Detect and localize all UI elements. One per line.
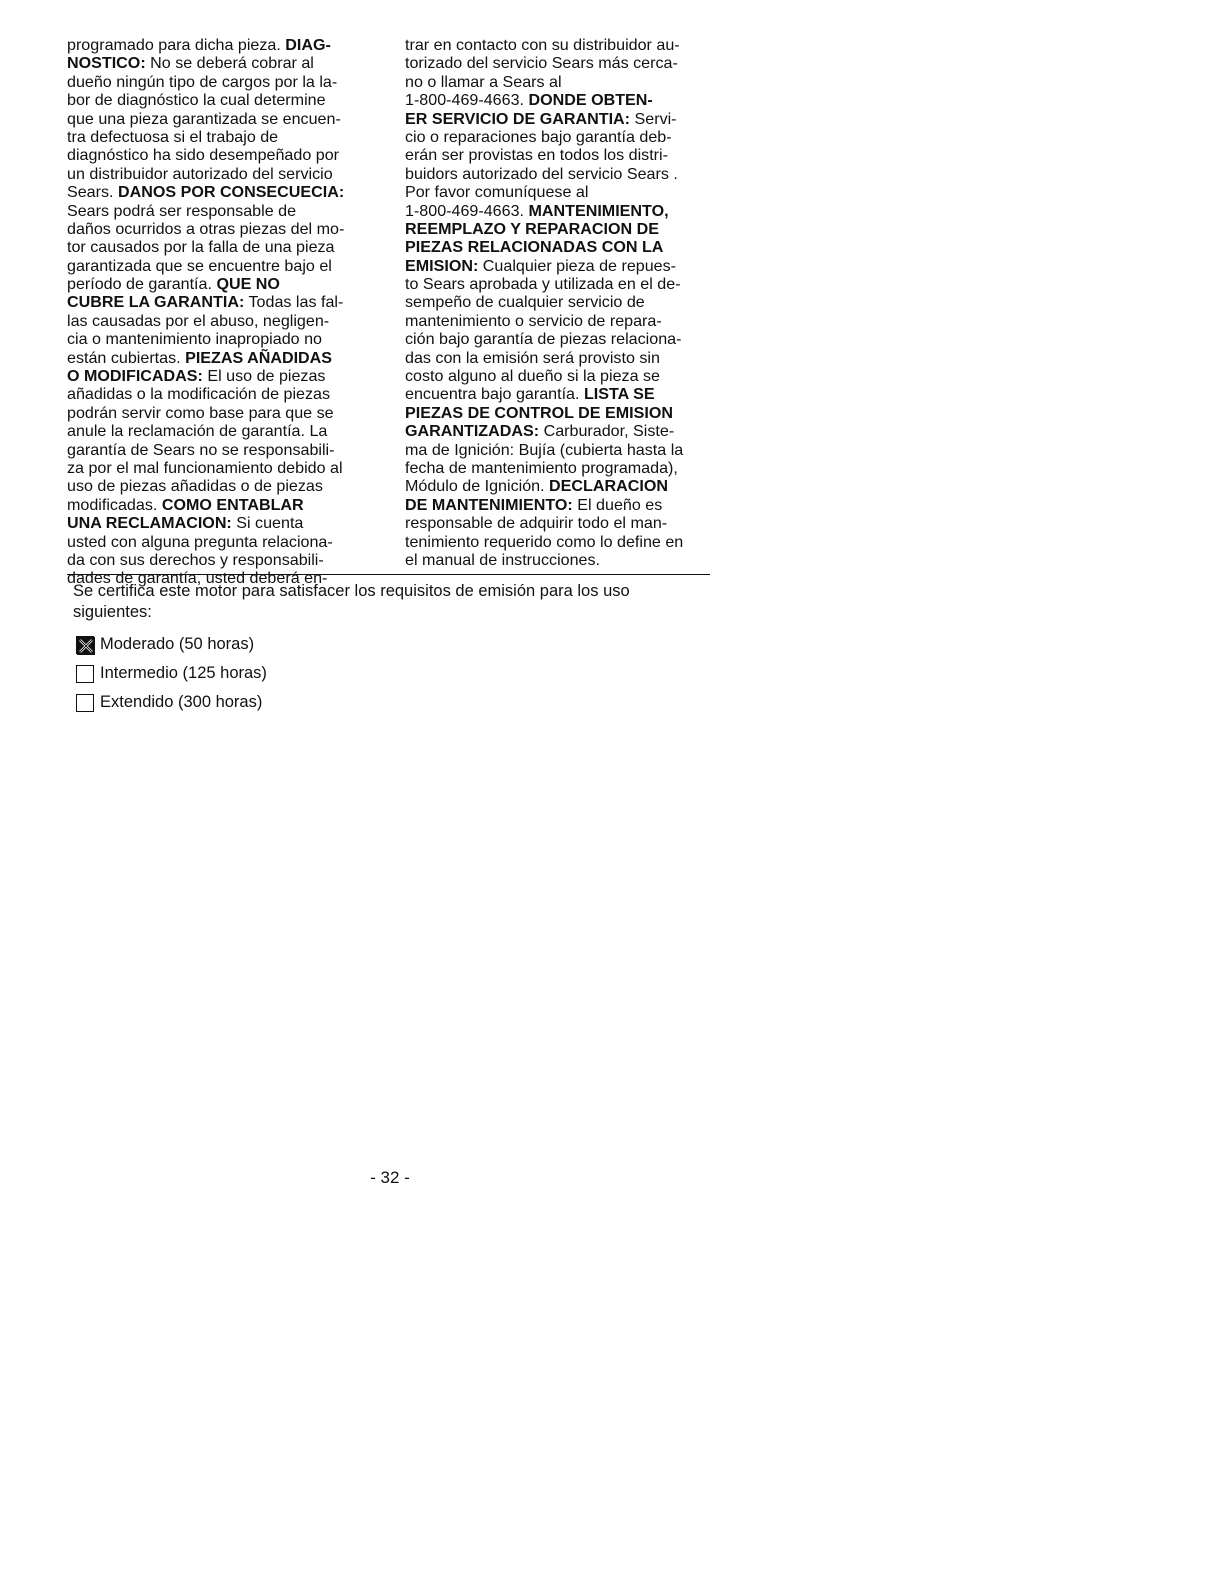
line-text: Sears podrá ser responsable de — [67, 201, 297, 220]
line-text: usted con alguna pregunta relaciona- — [67, 532, 333, 551]
line-text: ma de Ignición: Bujía (cubierta hasta la — [405, 440, 684, 459]
text-line — [67, 477, 383, 495]
line-heading: PIEZAS RELACIONADAS CON LA — [405, 238, 664, 257]
checked-box-icon[interactable] — [76, 636, 94, 654]
line-text: Por favor comuníquese al — [405, 183, 589, 202]
line-text: añadidas o la modificación de piezas — [67, 385, 331, 404]
line-text: dueño ningún tipo de cargos por la la- — [67, 72, 338, 91]
text-line — [405, 110, 723, 128]
line-text: el manual de instrucciones. — [405, 550, 601, 569]
line-text: dades de garantía, usted deberá en- — [67, 569, 328, 588]
line-text: 1-800-469-4663. — [405, 201, 529, 220]
certification-statement: Se certifica este motor para satisfacer los requisitos de emisión para los uso siguientes: — [73, 582, 630, 621]
text-line — [67, 496, 383, 514]
text-line — [67, 422, 383, 440]
page-number: - 32 - — [370, 1168, 410, 1187]
text-line — [405, 128, 723, 146]
text-line — [67, 128, 383, 146]
line-text: mantenimiento o servicio de repara- — [405, 311, 662, 330]
line-heading: COMO ENTABLAR — [161, 495, 304, 514]
line-text: uso de piezas añadidas o de piezas — [67, 477, 323, 496]
line-heading: O MODIFICADAS: — [67, 367, 203, 386]
text-line — [405, 293, 723, 311]
section-divider — [67, 574, 710, 575]
text-line — [67, 165, 383, 183]
text-line — [67, 36, 383, 54]
text-line — [405, 330, 723, 348]
line-text: trar en contacto con su distribuidor au- — [405, 36, 680, 54]
line-heading: MANTENIMIENTO, — [528, 201, 669, 220]
text-line — [67, 275, 383, 293]
line-heading: PIEZAS DE CONTROL DE EMISION — [405, 403, 673, 422]
line-text: no o llamar a Sears al — [405, 72, 562, 91]
line-text: Carburador, Siste- — [539, 422, 675, 441]
text-line — [405, 349, 723, 367]
line-text: cia o mantenimiento inapropiado no — [67, 330, 322, 349]
text-line — [405, 514, 723, 532]
text-line — [405, 496, 723, 514]
line-text: Cualquier pieza de repues- — [478, 256, 677, 275]
text-line — [405, 422, 723, 440]
option-label: Extendido (300 horas) — [100, 693, 263, 711]
text-line — [405, 385, 723, 403]
text-line — [405, 36, 723, 54]
line-heading: DANOS POR CONSECUECIA: — [118, 183, 345, 202]
text-line — [67, 551, 383, 569]
line-text: sempeño de cualquier servicio de — [405, 293, 645, 312]
line-text: Servi- — [630, 109, 677, 128]
line-text: buidors autorizado del servicio Sears . — [405, 164, 678, 183]
text-line — [67, 385, 383, 403]
line-text: encuentra bajo garantía. — [405, 385, 584, 404]
text-line — [405, 146, 723, 164]
line-text: erán ser provistas en todos los distri- — [405, 146, 668, 165]
line-text: un distribuidor autorizado del servicio — [67, 164, 333, 183]
line-text: están cubiertas. — [67, 348, 186, 367]
line-text: período de garantía. — [67, 275, 217, 294]
text-line — [67, 349, 383, 367]
text-line — [67, 73, 383, 91]
line-text: bor de diagnóstico la cual determine — [67, 91, 326, 110]
text-line — [67, 91, 383, 109]
text-line — [405, 202, 723, 220]
text-line — [405, 551, 723, 569]
line-text: costo alguno al dueño si la pieza se — [405, 367, 660, 386]
text-line — [405, 73, 723, 91]
line-text: fecha de mantenimiento programada), — [405, 458, 678, 477]
text-line — [67, 404, 383, 422]
line-text: da con sus derechos y responsabili- — [67, 550, 324, 569]
right-text-column — [405, 36, 723, 569]
line-text: No se deberá cobrar al — [145, 54, 314, 73]
text-line — [67, 183, 383, 201]
line-text: diagnóstico ha sido desempeñado por — [67, 146, 339, 165]
text-line — [405, 367, 723, 385]
line-heading: NOSTICO: — [67, 54, 146, 73]
line-text: responsable de adquirir todo el man- — [405, 514, 668, 533]
line-text: 1-800-469-4663. — [405, 91, 529, 110]
text-line — [405, 312, 723, 330]
option-intermedio[interactable] — [76, 659, 267, 688]
text-line — [405, 477, 723, 495]
text-line — [67, 146, 383, 164]
text-line — [67, 367, 383, 385]
line-text: las causadas por el abuso, negligen- — [67, 311, 330, 330]
line-heading: EMISION: — [405, 256, 479, 275]
line-text: El uso de piezas — [202, 367, 326, 386]
text-line — [405, 91, 723, 109]
text-line — [67, 533, 383, 551]
text-line — [67, 202, 383, 220]
line-text: podrán servir como base para que se — [67, 403, 334, 422]
line-text: tra defectuosa si el trabajo de — [67, 127, 279, 146]
text-line — [67, 441, 383, 459]
line-text: modificadas. — [67, 495, 162, 514]
option-label: Moderado (50 horas) — [100, 635, 255, 653]
text-line — [405, 533, 723, 551]
line-heading: GARANTIZADAS: — [405, 422, 540, 441]
line-heading: UNA RECLAMACION: — [67, 514, 232, 533]
empty-box-icon[interactable] — [76, 694, 94, 712]
option-label: Intermedio (125 horas) — [100, 664, 267, 682]
line-text: ción bajo garantía de piezas relaciona- — [405, 330, 682, 349]
line-heading: QUE NO — [216, 275, 280, 294]
line-heading: DIAG- — [285, 36, 331, 54]
line-text: torizado del servicio Sears más cerca- — [405, 54, 678, 73]
line-text: tor causados por la falla de una pieza — [67, 238, 335, 257]
line-heading: DECLARACION — [549, 477, 668, 496]
line-text: Módulo de Ignición. — [405, 477, 550, 496]
line-text: que una pieza garantizada se encuen- — [67, 109, 341, 128]
line-heading: DE MANTENIMIENTO: — [405, 495, 573, 514]
option-extendido[interactable] — [76, 688, 267, 717]
line-heading: CUBRE LA GARANTIA: — [67, 293, 245, 312]
line-heading: REEMPLAZO Y REPARACION DE — [405, 219, 659, 238]
line-heading: PIEZAS AÑADIDAS — [185, 348, 333, 367]
text-line — [67, 514, 383, 532]
text-line — [405, 220, 723, 238]
text-line — [67, 110, 383, 128]
line-text: garantizada que se encuentre bajo el — [67, 256, 332, 275]
option-moderado[interactable] — [76, 630, 267, 659]
line-text: Todas las fal- — [244, 293, 344, 312]
line-text: anule la reclamación de garantía. La — [67, 422, 328, 441]
text-line — [405, 275, 723, 293]
text-line — [405, 165, 723, 183]
line-text: to Sears aprobada y utilizada en el de- — [405, 275, 681, 294]
text-line — [67, 459, 383, 477]
text-line — [405, 54, 723, 72]
line-heading: LISTA SE — [583, 385, 655, 404]
usage-options — [76, 630, 267, 717]
text-line — [67, 220, 383, 238]
text-line — [405, 404, 723, 422]
line-text: das con la emisión será provisto sin — [405, 348, 660, 367]
line-text: programado para dicha pieza. — [67, 36, 286, 54]
line-text: daños ocurridos a otras piezas del mo- — [67, 219, 345, 238]
text-line — [67, 330, 383, 348]
line-text: garantía de Sears no se responsabili- — [67, 440, 335, 459]
line-text: Sears. — [67, 183, 118, 202]
text-line — [67, 293, 383, 311]
line-text: El dueño es — [572, 495, 663, 514]
line-heading: DONDE OBTEN- — [528, 91, 653, 110]
line-heading: ER SERVICIO DE GARANTIA: — [405, 109, 631, 128]
left-text-column — [67, 36, 383, 588]
text-line — [405, 459, 723, 477]
text-line — [67, 238, 383, 256]
text-line — [67, 257, 383, 275]
text-line — [67, 54, 383, 72]
text-line — [405, 238, 723, 256]
line-text: Si cuenta — [231, 514, 304, 533]
line-text: tenimiento requerido como lo define en — [405, 532, 684, 551]
text-line — [67, 312, 383, 330]
line-text: cio o reparaciones bajo garantía deb- — [405, 127, 672, 146]
line-text: za por el mal funcionamiento debido al — [67, 458, 343, 477]
text-line — [405, 257, 723, 275]
empty-box-icon[interactable] — [76, 665, 94, 683]
text-line — [405, 441, 723, 459]
text-line — [405, 183, 723, 201]
